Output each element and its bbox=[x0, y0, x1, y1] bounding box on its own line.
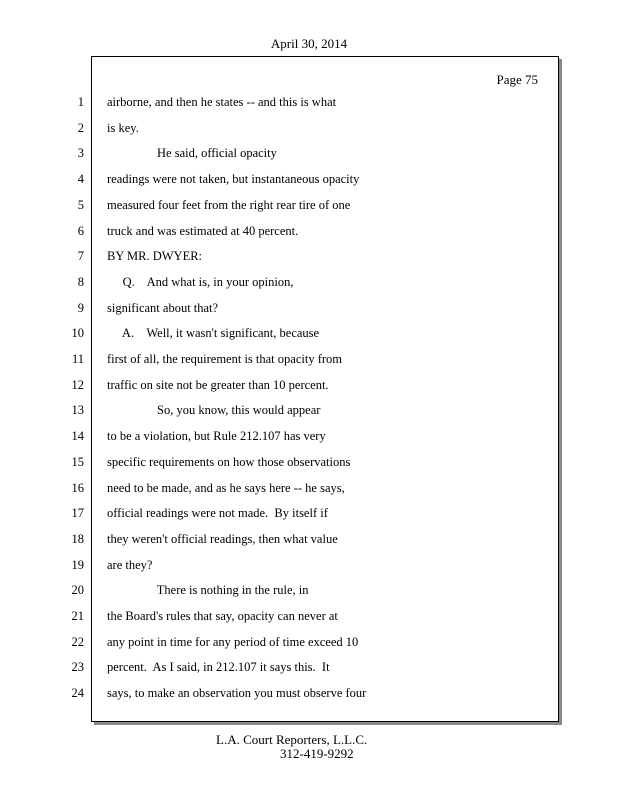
transcript-line bbox=[0, 375, 618, 395]
line-text: traffic on site not be greater than 10 percent. bbox=[107, 377, 329, 392]
line-number: 5 bbox=[77, 197, 84, 212]
line-number: 13 bbox=[71, 403, 84, 418]
line-text: readings were not taken, but instantaneous opacity bbox=[107, 172, 360, 187]
transcript-line bbox=[0, 657, 618, 677]
line-number: 9 bbox=[77, 300, 84, 315]
transcript-line bbox=[0, 683, 618, 703]
transcript-line bbox=[0, 118, 618, 138]
transcript-line bbox=[0, 555, 618, 575]
reporter-company: L.A. Court Reporters, L.L.C. bbox=[216, 732, 368, 747]
line-number: 15 bbox=[71, 454, 84, 469]
transcript-line bbox=[0, 298, 618, 318]
transcript-line bbox=[0, 452, 618, 472]
line-text: Q. And what is, in your opinion, bbox=[107, 274, 294, 289]
transcript-line bbox=[0, 580, 618, 600]
transcript-line bbox=[0, 143, 618, 163]
transcript-line bbox=[0, 221, 618, 241]
line-number: 21 bbox=[71, 609, 84, 623]
reporter-phone: 312-419-9292 bbox=[280, 746, 354, 761]
line-text: percent. As I said, in 212.107 it says this. It bbox=[107, 660, 330, 675]
transcript-line bbox=[0, 246, 618, 266]
transcript-line bbox=[0, 478, 618, 498]
line-number: 16 bbox=[71, 480, 84, 495]
line-text: the Board's rules that say, opacity can never at bbox=[107, 609, 338, 623]
transcript-line bbox=[0, 323, 618, 343]
page-number: Page 75 bbox=[496, 72, 538, 87]
line-number: 7 bbox=[77, 249, 84, 264]
line-number: 18 bbox=[71, 531, 84, 546]
transcript-line bbox=[0, 632, 618, 652]
line-number: 12 bbox=[71, 377, 84, 392]
line-text: truck and was estimated at 40 percent. bbox=[107, 223, 299, 238]
transcript-line bbox=[0, 529, 618, 549]
line-text: is key. bbox=[107, 120, 139, 135]
line-text: specific requirements on how those observations bbox=[107, 454, 351, 469]
line-text: need to be made, and as he says here -- he says, bbox=[107, 480, 345, 495]
transcript-line bbox=[0, 349, 618, 369]
transcript-line bbox=[0, 195, 618, 215]
line-number: 23 bbox=[71, 660, 84, 675]
line-text: A. Well, it wasn't significant, because bbox=[107, 326, 320, 341]
line-text: He said, official opacity bbox=[107, 146, 277, 161]
line-number: 6 bbox=[77, 223, 84, 238]
line-number: 3 bbox=[77, 146, 84, 161]
line-number: 2 bbox=[77, 120, 84, 135]
line-number: 22 bbox=[71, 634, 84, 649]
transcript-line bbox=[0, 272, 618, 292]
line-text: significant about that? bbox=[107, 300, 219, 315]
line-number: 8 bbox=[77, 274, 84, 289]
line-text: measured four feet from the right rear tire of one bbox=[107, 197, 351, 212]
line-text: airborne, and then he states -- and this is what bbox=[107, 95, 337, 109]
line-text: says, to make an observation you must observe four bbox=[107, 686, 367, 701]
line-number: 10 bbox=[71, 326, 84, 341]
transcript-line bbox=[0, 92, 618, 112]
transcript-line bbox=[0, 169, 618, 189]
transcript-line bbox=[0, 400, 618, 420]
line-text: first of all, the requirement is that opacity from bbox=[107, 352, 342, 366]
transcript-date: April 30, 2014 bbox=[270, 36, 348, 51]
line-number: 20 bbox=[71, 583, 84, 598]
line-number: 1 bbox=[77, 95, 84, 109]
line-text: BY MR. DWYER: bbox=[107, 249, 203, 264]
line-number: 14 bbox=[71, 429, 84, 444]
line-text: There is nothing in the rule, in bbox=[107, 583, 309, 598]
line-number: 17 bbox=[71, 506, 84, 521]
line-text: are they? bbox=[107, 557, 153, 572]
line-text: any point in time for any period of time exceed 10 bbox=[107, 634, 359, 649]
line-number: 11 bbox=[71, 352, 84, 366]
line-text: they weren't official readings, then what value bbox=[107, 531, 338, 546]
line-text: So, you know, this would appear bbox=[107, 403, 321, 418]
line-number: 24 bbox=[71, 686, 84, 701]
line-text: official readings were not made. By itself if bbox=[107, 506, 328, 521]
transcript-line bbox=[0, 426, 618, 446]
line-text: to be a violation, but Rule 212.107 has very bbox=[107, 429, 326, 444]
transcript-line bbox=[0, 606, 618, 626]
transcript-line bbox=[0, 503, 618, 523]
line-number: 4 bbox=[77, 172, 84, 187]
line-number: 19 bbox=[71, 557, 84, 572]
